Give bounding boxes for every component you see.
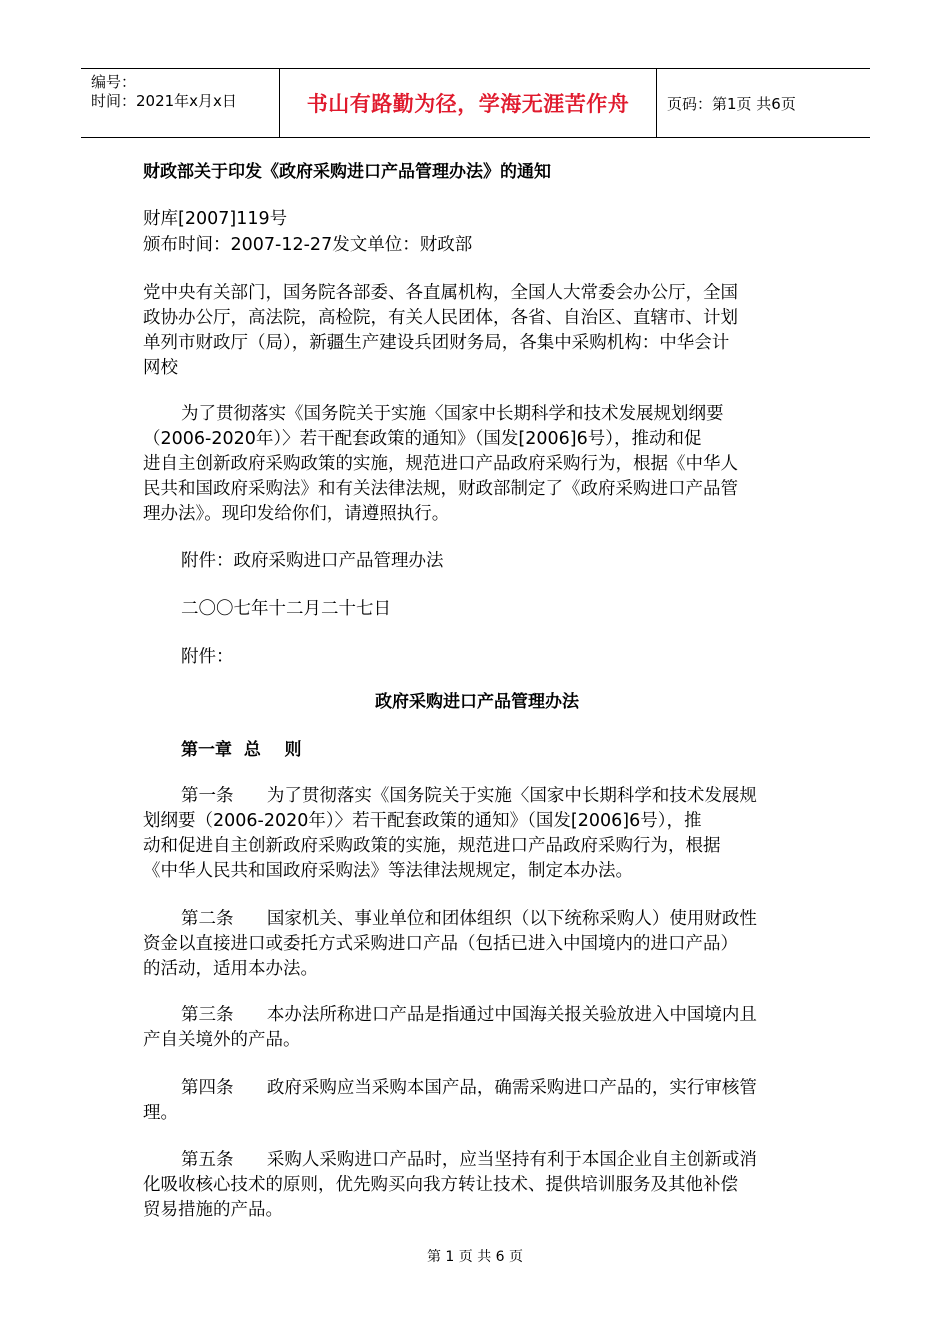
article-line: 第四条 政府采购应当采购本国产品，确需采购进口产品的，实行审核管 [181, 1078, 757, 1098]
sub-title: 政府采购进口产品管理办法 [375, 692, 579, 712]
article-line: 贸易措施的产品。 [143, 1200, 283, 1220]
body-line: 进自主创新政府采购政策的实施，规范进口产品政府采购行为，根据《中华人 [143, 454, 738, 474]
header-page-info: 页码：第1页 共6页 [667, 94, 796, 113]
body-line: 民共和国政府采购法》和有关法律法规，财政部制定了《政府采购进口产品管 [143, 479, 738, 499]
addressee-line: 单列市财政厅（局），新疆生产建设兵团财务局，各集中采购机构：中华会计 [143, 333, 730, 353]
doc-issue-line: 颁布时间：2007-12-27发文单位：财政部 [143, 235, 473, 255]
body-line: （2006-2020年）〉若干配套政策的通知》（国发[2006]6号），推动和促 [143, 429, 702, 449]
doc-title: 财政部关于印发《政府采购进口产品管理办法》的通知 [143, 162, 551, 182]
date-line: 二〇〇七年十二月二十七日 [181, 599, 391, 619]
article-line: 第二条 国家机关、事业单位和团体组织（以下统称采购人）使用财政性 [181, 909, 757, 929]
header-meta [81, 69, 280, 137]
page-footer: 第 1 页 共 6 页 [426, 1249, 524, 1265]
doc-number-label: 编号： [91, 73, 137, 91]
addressee-line: 政协办公厅，高法院，高检院，有关人民团体，各省、自治区、直辖市、计划 [143, 308, 738, 328]
attachment-label: 附件： [181, 647, 234, 667]
article-line: 资金以直接进口或委托方式采购进口产品（包括已进入中国境内的进口产品） [143, 934, 738, 954]
body-line: 理办法》。现印发给你们，请遵照执行。 [143, 504, 450, 524]
addressee-line: 党中央有关部门，国务院各部委、各直属机构，全国人大常委会办公厅，全国 [143, 283, 738, 303]
page-header [81, 68, 870, 138]
article-line: 理。 [143, 1103, 178, 1123]
article-line: 动和促进自主创新政府采购政策的实施，规范进口产品政府采购行为，根据 [143, 836, 721, 856]
attachment-line: 附件：政府采购进口产品管理办法 [181, 551, 444, 571]
addressee-line: 网校 [143, 358, 178, 378]
doc-time-label: 时间：2021年x月x日 [91, 92, 237, 110]
article-line: 第五条 采购人采购进口产品时，应当坚持有利于本国企业自主创新或消 [181, 1150, 757, 1170]
article-line: 《中华人民共和国政府采购法》等法律法规规定，制定本办法。 [143, 861, 633, 881]
header-motto: 书山有路勤为径，学海无涯苦作舟 [280, 69, 657, 137]
doc-ref-no: 财库[2007]119号 [143, 209, 288, 229]
article-line: 第一条 为了贯彻落实《国务院关于实施〈国家中长期科学和技术发展规 [181, 786, 757, 806]
article-line: 第三条 本办法所称进口产品是指通过中国海关报关验放进入中国境内且 [181, 1005, 757, 1025]
article-line: 的活动，适用本办法。 [143, 959, 318, 979]
article-line: 化吸收核心技术的原则，优先购买向我方转让技术、提供培训服务及其他补偿 [143, 1175, 738, 1195]
article-line: 划纲要（2006-2020年）〉若干配套政策的通知》（国发[2006]6号），推 [143, 811, 702, 831]
body-line: 为了贯彻落实《国务院关于实施〈国家中长期科学和技术发展规划纲要 [181, 404, 724, 424]
article-line: 产自关境外的产品。 [143, 1030, 301, 1050]
chapter-heading: 第一章 总 则 [181, 740, 302, 760]
